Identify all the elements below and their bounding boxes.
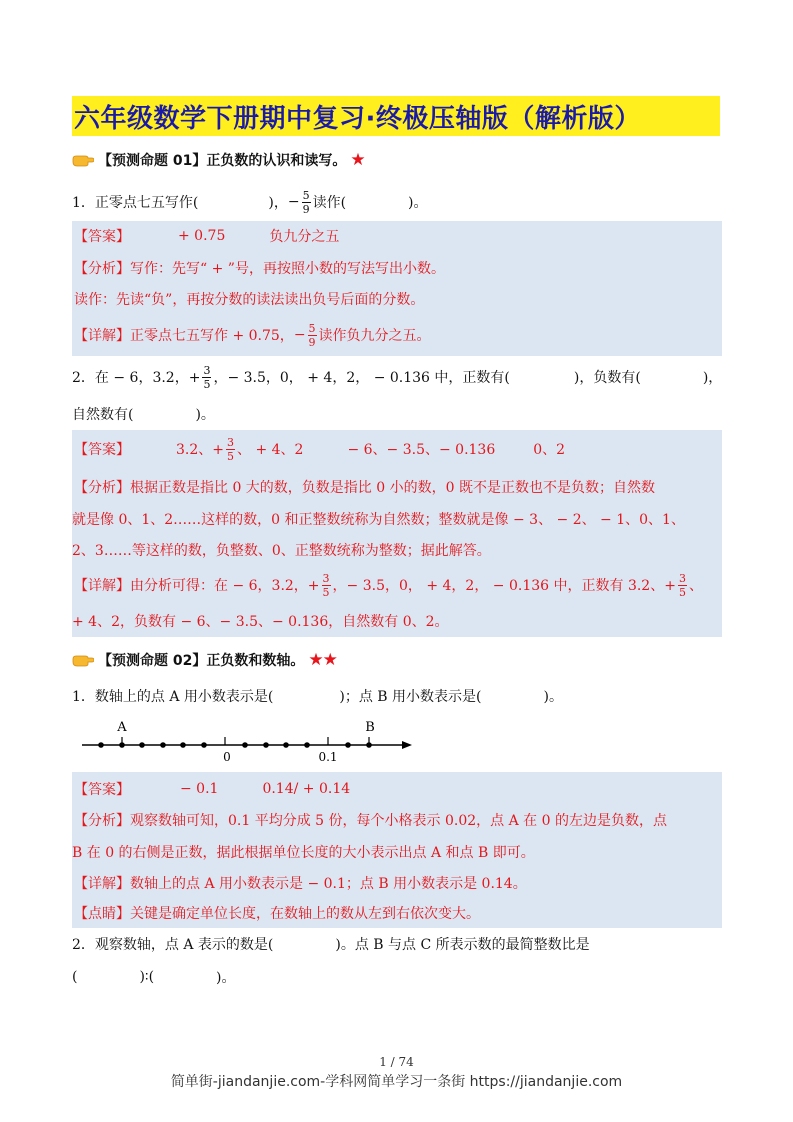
star-icon: ★ [350,150,365,170]
question-text: 1．数轴上的点 A 用小数表示是( [72,689,274,705]
detail-tag: 【详解】 [74,578,130,594]
fraction [678,572,687,599]
pointing-hand-icon [72,653,94,667]
analysis-line [74,477,655,497]
minus-sign: − [293,327,306,343]
analysis-line [72,509,685,529]
question-text: )。 [543,689,563,705]
detail-line [74,318,431,352]
analysis-text: 写作：先写“ + ”号，再按照小数的写法写出小数。 [130,261,445,277]
answer-value: − 0.1 [180,781,219,797]
question-text: 1．正零点七五写作( [72,195,199,211]
question-text: )。 [408,195,428,211]
tip-text: 关键是确定单位长度，在数轴上的数从左到右依次变大。 [130,906,480,922]
analysis-text: 根据正数是指比 0 大的数，负数是指比 0 小的数，0 既不是正数也不是负数；自然数 [130,480,655,496]
answer-line [74,432,565,466]
fraction-denominator: 5 [203,377,211,391]
number-line [78,715,418,767]
fraction-numerator: 3 [227,435,234,449]
detail-text: 正零点七五写作 + 0.75， [130,328,294,344]
question-4 [72,934,590,954]
analysis-text: 读作：先读“负”，再按分数的读法读出负号后面的分数。 [74,292,425,308]
analysis-line [72,842,535,862]
analysis-tag: 【分析】 [74,480,130,496]
analysis-tag: 【分析】 [74,261,130,277]
analysis-line [74,258,445,278]
detail-text: 数轴上的点 A 用小数表示是 − 0.1；点 B 用小数表示是 0.14。 [130,876,527,892]
fraction-denominator: 5 [322,585,330,599]
detail-line [72,611,449,631]
point-b-label: B [365,720,375,735]
fraction [226,436,235,463]
detail-text: ，− 3.5，0， + 4，2， − 0.136 中，正数有 3.2、+ [332,578,676,594]
point-a-label: A [117,720,127,735]
question-text: )。 [195,407,215,423]
topic-heading-01 [72,150,365,170]
fraction [302,189,311,216]
answer-value: 、 + 4、2 [237,442,304,458]
answer-tag: 【答案】 [74,442,130,458]
fraction-denominator: 9 [308,335,316,349]
question-text: 2．在 − 6，3.2，+ [72,370,201,386]
answer-tag: 【答案】 [74,229,130,245]
analysis-line [74,289,424,309]
question-text: )， [702,370,723,386]
page-number: 1 / 74 [379,1055,414,1069]
question-text: )，负数有( [573,370,641,386]
fraction-denominator: 5 [678,585,686,599]
answer-tag: 【答案】 [74,782,130,798]
question-text: ，− 3.5，0， + 4，2， − 0.136 中，正数有( [213,370,510,386]
question-text: 自然数有( [72,407,134,423]
question-text: )， [268,195,288,211]
question-text: ( [72,969,78,985]
fraction [308,322,317,349]
analysis-line [72,540,491,560]
fraction-numerator: 5 [308,321,316,335]
topic-heading-02 [72,650,337,670]
answer-value: 0、2 [533,442,566,458]
fraction-denominator: 5 [227,449,234,463]
fraction [322,572,331,599]
question-2 [72,361,722,393]
detail-text: 由分析可得：在 − 6，3.2，+ [130,578,320,594]
detail-tag: 【详解】 [74,328,130,344]
detail-text: 读作负九分之五。 [318,328,431,344]
fraction-numerator: 3 [203,363,211,377]
fraction [202,364,211,391]
question-text: )；点 B 用小数表示是( [339,689,482,705]
answer-value: − 6、− 3.5、− 0.136 [347,442,496,458]
analysis-tag: 【分析】 [74,813,130,829]
analysis-line [74,810,667,830]
question-text: )。 [216,970,236,986]
answer-value: 3.2、+ [176,442,224,458]
page-title: 六年级数学下册期中复习·终极压轴版（解析版） [74,104,641,134]
arrow-head-icon [402,741,412,749]
fraction-numerator: 3 [678,571,686,585]
fraction-numerator: 3 [322,571,330,585]
fraction-numerator: 5 [302,188,310,202]
tick-label-zero: 0 [223,750,231,764]
tip-line [74,903,480,923]
detail-line [74,568,703,602]
question-4-line-2 [72,967,236,987]
answer-value: + 0.75 [178,228,226,244]
pointing-hand-icon [72,153,94,167]
question-2-line-2 [72,404,215,424]
detail-text: + 4、2，负数有 − 6、− 3.5、− 0.136，自然数有 0、2。 [72,614,449,630]
minus-sign: − [287,194,300,210]
question-text: 2．观察数轴，点 A 表示的数是( [72,937,274,953]
tip-tag: 【点睛】 [74,906,130,922]
fraction-denominator: 9 [302,202,310,216]
question-1 [72,187,428,217]
analysis-text: 2、3……等这样的数，负整数、0、正整数统称为整数；据此解答。 [72,543,491,559]
tick-label-point-one: 0.1 [318,750,338,764]
answer-line [74,779,350,799]
analysis-text: B 在 0 的右侧是正数，据此根据单位长度的大小表示出点 A 和点 B 即可。 [72,845,535,861]
detail-tag: 【详解】 [74,876,130,892]
topic-label: 【预测命题 02】正负数和数轴。 [98,653,305,669]
question-3 [72,686,563,706]
answer-value: 0.14/ + 0.14 [262,781,351,797]
answer-line [74,226,339,246]
question-text: )∶( [139,969,155,985]
topic-label: 【预测命题 01】正负数的认识和读写。 [98,153,347,169]
footer-site-link[interactable]: 简单街-jiandanjie.com-学科网简单学习一条街 https://jiandanjie.com [170,1074,623,1090]
star-icon: ★★ [308,650,337,670]
question-text: 读作( [312,195,347,211]
question-text: )。点 B 与点 C 所表示数的最简整数比是 [335,937,590,953]
detail-line [74,873,527,893]
answer-value: 负九分之五 [269,229,340,245]
analysis-text: 观察数轴可知，0.1 平均分成 5 份，每个小格表示 0.02，点 A 在 0 的左边是负数，点 [130,813,667,829]
analysis-text: 就是像 0、1、2……这样的数，0 和正整数统称为自然数；整数就是像 − 3、 − 2、 − 1、0、1、 [72,512,685,528]
detail-text: 、 [688,578,703,594]
